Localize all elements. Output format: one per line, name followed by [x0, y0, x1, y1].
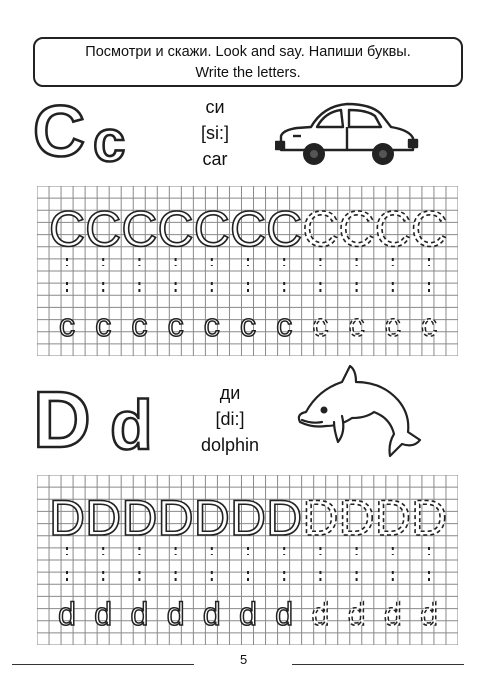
letter-d-upper-trace: D: [121, 490, 158, 546]
letter-d-lower-trace: d: [311, 596, 330, 632]
letter-c-lower-trace: c: [276, 307, 293, 343]
letter-d-upper-trace: D: [302, 490, 339, 546]
letter-d-lower-trace: d: [383, 596, 402, 632]
letter-c-upper-trace: C: [157, 201, 194, 257]
letter-d-lower-trace: d: [94, 596, 113, 632]
letter-c-upper-trace: C: [338, 201, 375, 257]
footer-line-right: [292, 664, 464, 665]
letter-c-upper-trace: C: [229, 201, 267, 257]
letter-c-words: [185, 94, 245, 172]
instruction-line-2: Write the letters.: [195, 65, 301, 81]
letter-c-lower-trace: c: [167, 307, 184, 343]
letter-c-practice-grid: [37, 186, 458, 356]
letter-d-lower-trace: d: [275, 596, 294, 632]
letter-d-upper-trace: D: [410, 490, 448, 546]
letter-c-transcription: [si:]: [200, 123, 229, 143]
letter-c-upper-trace: C: [48, 201, 86, 257]
footer-line-left: [12, 664, 194, 665]
letter-d-upper-trace: D: [229, 490, 267, 546]
letter-d-upper: D: [33, 375, 91, 464]
letter-d-transcription: [di:]: [215, 409, 245, 429]
letter-c-upper: C: [33, 92, 85, 172]
letter-d-upper-trace: D: [374, 490, 411, 546]
letter-d-upper-trace: D: [85, 490, 122, 546]
letter-d-practice-grid: [37, 475, 458, 645]
letter-d-upper-trace: D: [193, 490, 230, 546]
page-number: 5: [240, 652, 248, 667]
letter-d-lower: d: [110, 386, 153, 464]
letter-c-upper-trace: C: [85, 201, 122, 257]
letter-d-upper-trace: D: [338, 490, 375, 546]
letter-c-upper-trace: C: [193, 201, 230, 257]
letter-d-lower-trace: d: [166, 596, 185, 632]
letter-c-lower-trace: c: [203, 307, 220, 343]
instruction-line-1: Посмотри и скажи. Look and say. Напиши буквы.: [85, 44, 411, 60]
letter-c-lower-trace: c: [131, 307, 148, 343]
letter-d-lower-trace: d: [130, 596, 149, 632]
letter-c-lower-trace: c: [348, 307, 365, 343]
letter-c-upper-trace: C: [302, 201, 339, 257]
letter-c-upper-trace: C: [266, 201, 303, 257]
letter-d-words: [185, 380, 275, 458]
letter-c-lower-trace: c: [59, 307, 75, 343]
letter-c-lower-trace: c: [95, 307, 112, 343]
car-icon: [275, 100, 420, 172]
letter-c-lower-trace: c: [421, 307, 437, 343]
dolphin-icon: [290, 360, 430, 460]
letter-c-lower: c: [93, 109, 126, 174]
letter-d-russian: ди: [219, 383, 241, 403]
letter-d-upper-trace: D: [266, 490, 303, 546]
instruction-box: [33, 37, 463, 87]
letter-c-word: car: [202, 149, 228, 169]
letter-c-lower-trace: c: [384, 307, 401, 343]
letter-d-lower-trace: d: [347, 596, 366, 632]
letter-d-lower-trace: d: [239, 596, 257, 632]
letter-d-lower-trace: d: [202, 596, 221, 632]
letter-c-upper-trace: C: [121, 201, 158, 257]
letter-d-upper-trace: D: [48, 490, 86, 546]
letter-c-lower-trace: c: [312, 307, 329, 343]
letter-c-lower-trace: c: [240, 307, 256, 343]
letter-d-word: dolphin: [200, 435, 260, 455]
letter-c-upper-trace: C: [410, 201, 448, 257]
letter-d-lower-trace: d: [58, 596, 76, 632]
letter-c-upper-trace: C: [374, 201, 411, 257]
letter-d-lower-trace: d: [420, 596, 438, 632]
letter-c-russian: си: [205, 97, 225, 117]
letter-d-upper-trace: D: [157, 490, 194, 546]
